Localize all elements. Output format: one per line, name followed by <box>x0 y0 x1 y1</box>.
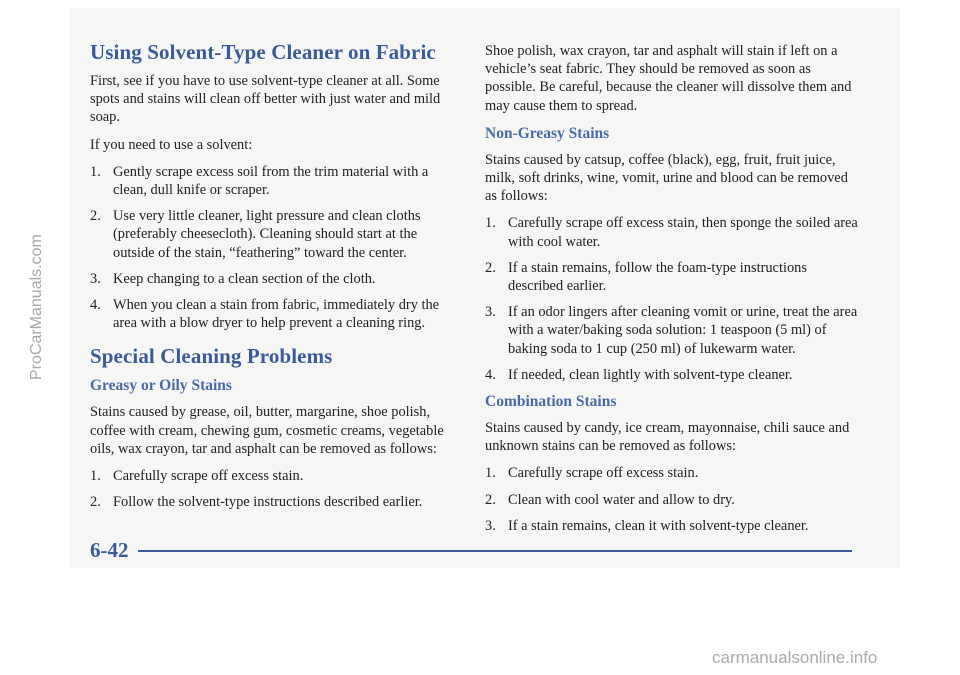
section-title-special: Special Cleaning Problems <box>90 344 333 369</box>
list-item: 3. If an odor lingers after cleaning vomit or urine, treat the area with a water/baking soda solution: 1 teaspoon (5 ml) of baking soda to 1 cup (250 ml) of lukewarm water. <box>485 304 858 357</box>
footer-divider <box>138 550 852 552</box>
list-item: 2. Follow the solvent-type instructions described earlier. <box>90 494 423 511</box>
bottom-watermark: carmanualsonline.info <box>712 648 878 667</box>
greasy-intro: Stains caused by grease, oil, butter, margarine, shoe polish, coffee with cream, chewing gum, cosmetic creams, vegetable oils, wax crayon, tar and asphalt can be removed as follows: <box>90 404 444 457</box>
list-item: 2. Clean with cool water and allow to dry. <box>485 491 735 508</box>
list-item: 3. Keep changing to a clean section of the cloth. <box>90 270 376 287</box>
nongreasy-steps-list <box>485 214 860 384</box>
subsection-title-combination: Combination Stains <box>485 393 617 411</box>
left-column <box>90 40 462 519</box>
list-item: 2. Use very little cleaner, light pressure and clean cloths (preferably cheesecloth). Cleaning should start at the outside of the stain, “feathering” toward the center. <box>90 208 421 261</box>
intro-paragraph: First, see if you have to use solvent-type cleaner at all. Some spots and stains will clean off better with just water and mild soap. <box>90 73 441 126</box>
list-item: 1. Carefully scrape off excess stain. <box>90 468 304 485</box>
list-item: 1. Carefully scrape off excess stain. <box>485 465 699 482</box>
section-title-solvent: Using Solvent-Type Cleaner on Fabric <box>90 40 436 64</box>
page-number: 6-42 <box>90 538 129 562</box>
greasy-steps-list <box>90 467 462 511</box>
lead-paragraph: If you need to use a solvent: <box>90 136 253 153</box>
side-watermark: ProCarManuals.com <box>28 234 45 380</box>
list-item: 4. When you clean a stain from fabric, immediately dry the area with a blow dryer to help prevent a cleaning ring. <box>90 297 440 332</box>
right-intro: Shoe polish, wax crayon, tar and asphalt will stain if left on a vehicle’s seat fabric. They should be removed as soon as possible. Be careful, because the cleaner will dissolve them and may cause them to spread. <box>485 43 852 114</box>
list-item: 3. If a stain remains, clean it with solvent-type cleaner. <box>485 517 809 534</box>
list-item: 1. Gently scrape excess soil from the trim material with a clean, dull knife or scraper. <box>90 163 429 199</box>
page-footer <box>90 538 852 562</box>
solvent-steps-list <box>90 163 462 333</box>
list-item: 4. If needed, clean lightly with solvent-type cleaner. <box>485 366 793 383</box>
subsection-title-greasy: Greasy or Oily Stains <box>90 377 232 395</box>
right-column <box>485 42 860 543</box>
nongreasy-intro: Stains caused by catsup, coffee (black), egg, fruit, fruit juice, milk, soft drinks, wine, vomit, urine and blood can be removed as follows: <box>485 151 848 205</box>
subsection-title-nongreasy: Non-Greasy Stains <box>485 124 610 142</box>
combination-intro: Stains caused by candy, ice cream, mayonnaise, chili sauce and unknown stains can be removed as follows: <box>485 420 850 455</box>
list-item: 2. If a stain remains, follow the foam-type instructions described earlier. <box>485 259 807 295</box>
list-item: 1. Carefully scrape off excess stain, then sponge the soiled area with cool water. <box>485 215 858 250</box>
combination-steps-list <box>485 464 860 535</box>
